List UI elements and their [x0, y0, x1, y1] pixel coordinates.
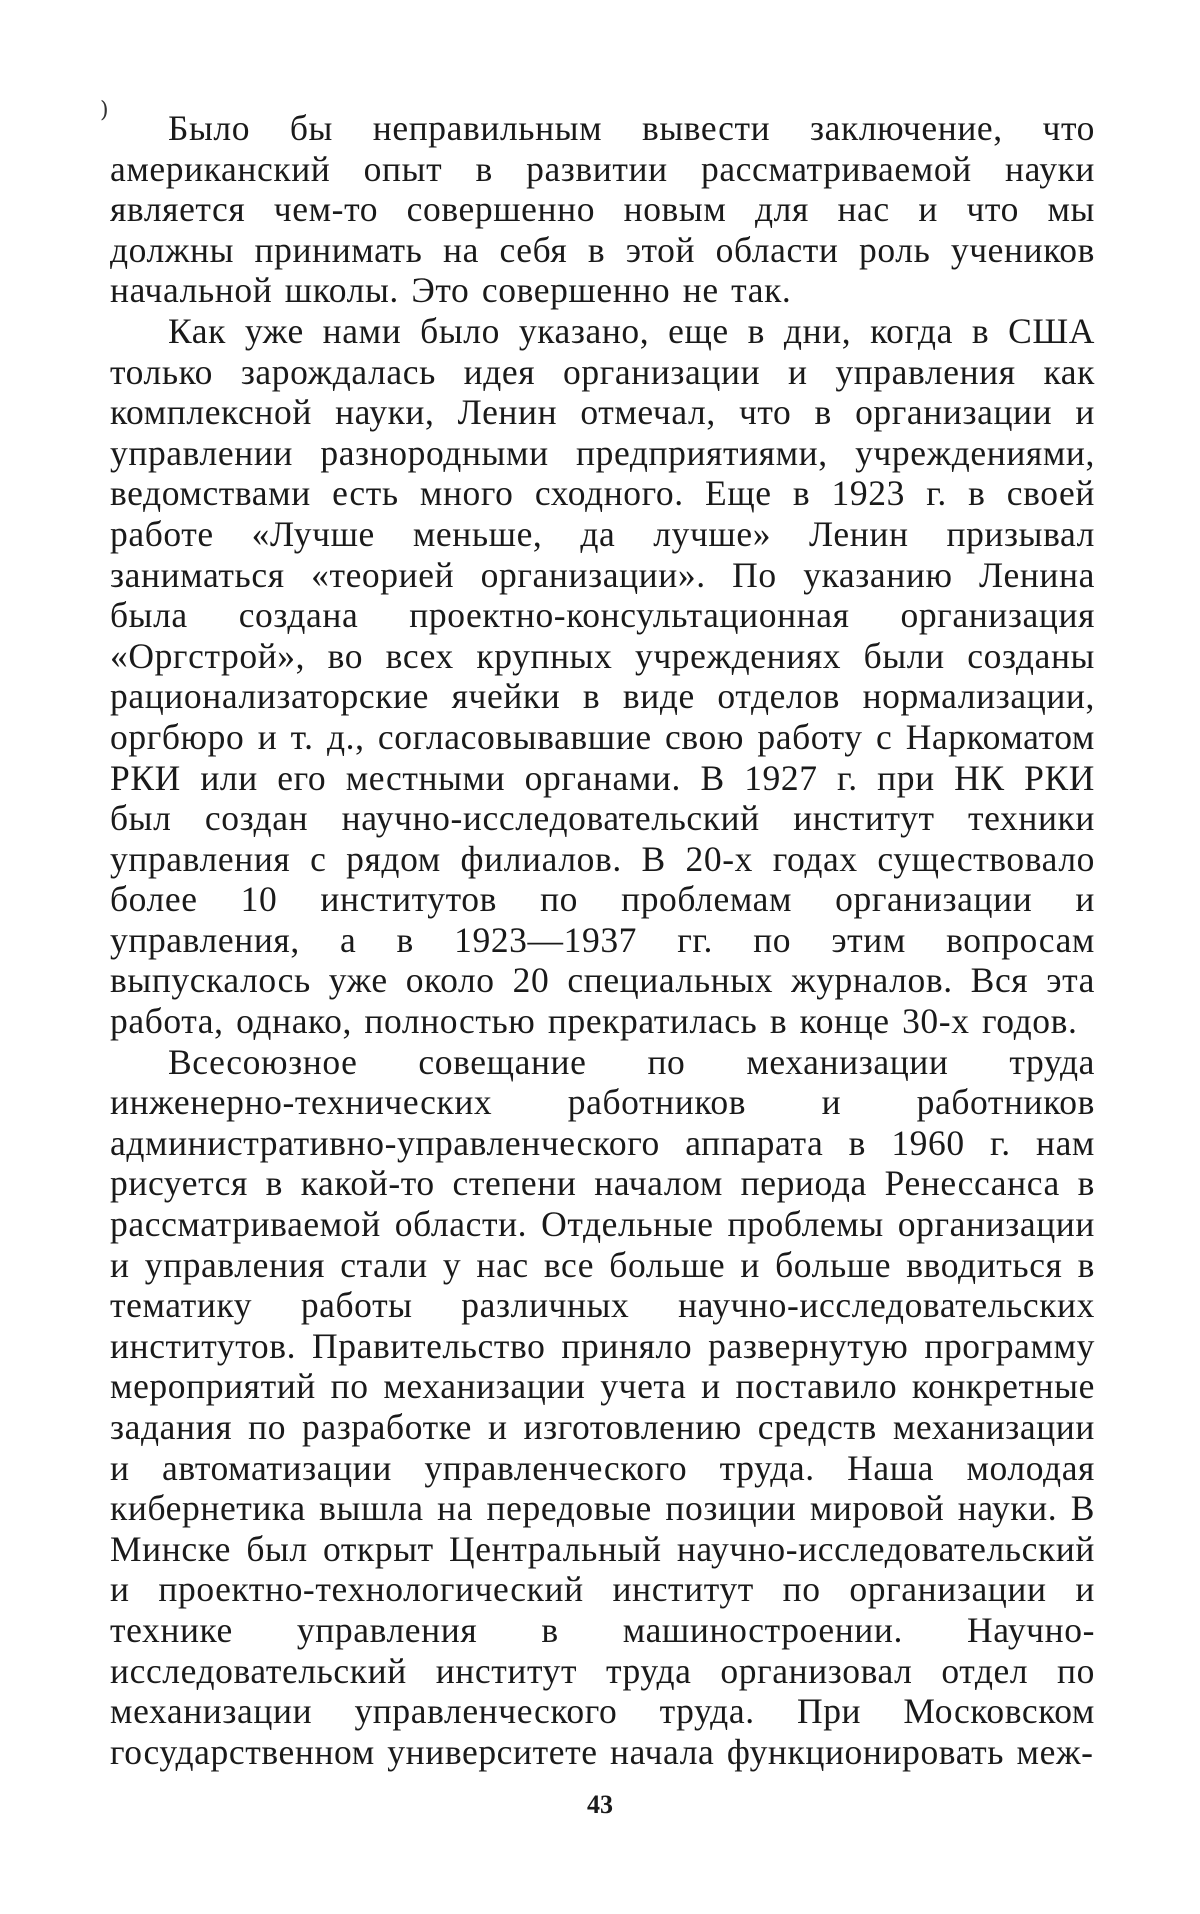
margin-mark: )	[100, 98, 109, 123]
paragraph-2: Как уже нами было указано, еще в дни, когда в США только зарождалась идея организации и управления как комплексной науки, Ленин отмечал, что в организации и управлении разнородными предприятиями, учреждениями, ведомствами есть много сходного. Еще в 1923 г. в своей работе «Лучше меньше, да лучше» Ленин призывал заниматься «теорией организации». По указанию Ленина была создана проектно-консультационная организация «Оргстрой», во всех крупных учреждениях были созданы рационализаторские ячейки в виде отделов нормализации, оргбюро и т. д., согласовывавшие свою работу с Наркоматом РКИ или его местными органами. В 1927 г. при НК РКИ был создан научно-исследовательский институт техники управления с рядом филиалов. В 20-х годах существовало более 10 институтов по проблемам организации и управления, а в 1923—1937 гг. по этим вопросам выпускалось уже около 20 специальных журналов. Вся эта работа, однако, полностью прекратилась в конце 30-х годов.	[110, 310, 1095, 1042]
paragraph-1: Было бы неправильным вывести заключение, что американский опыт в развитии рассматриваемой науки является чем-то совершенно новым для нас и что мы должны принимать на себя в этой области роль учеников начальной школы. Это совершенно не так.	[110, 108, 1095, 311]
page-number: 43	[587, 1790, 613, 1819]
paragraph-3: Всесоюзное совещание по механизации труда инженерно-технических работников и работников административно-управленческого аппарата в 1960 г. нам рисуется в какой-то степени началом периода Ренессанса в рассматриваемой области. Отдельные проблемы организации и управления стали у нас все больше и больше вводиться в тематику работы различных научно-исследовательских институтов. Правительство приняло развернутую программу мероприятий по механизации учета и поставило конкретные задания по разработке и изготовлению средств механизации и автоматизации управленческого труда. Наша молодая кибернетика вышла на передовые позиции мировой науки. В Минске был открыт Центральный научно-исследовательский и проектно-технологический институт по организации и технике управления в машиностроении. Научно-исследовательский институт труда организовал отдел по механизации управленческого труда. При Московском государственном университете начала функционировать меж-	[110, 1041, 1095, 1772]
body-text	[110, 108, 1095, 1772]
